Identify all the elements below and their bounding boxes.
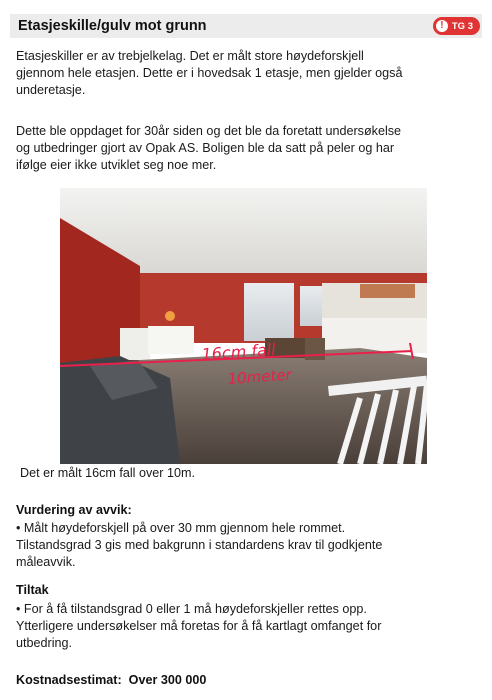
text-line: Tilstandsgrad 3 gis med bakgrunn i standardens krav til godkjente xyxy=(16,538,383,552)
text-line: ifølge eier ikke utviklet seg noe mer. xyxy=(16,158,217,172)
text-line: underetasje. xyxy=(16,83,86,97)
assessment-heading: Vurdering av avvik: xyxy=(16,503,132,517)
description-paragraph-1 xyxy=(16,48,481,99)
photo-annotation-length: 10meter xyxy=(227,365,293,388)
assessment-text xyxy=(16,520,481,571)
text-line: måleavvik. xyxy=(16,555,76,569)
text-line: Dette ble oppdaget for 30år siden og det ble da foretatt undersøkelse xyxy=(16,124,402,138)
condition-grade-badge xyxy=(433,17,480,35)
condition-grade-label: TG 3 xyxy=(451,20,473,32)
photo-caption: Det er målt 16cm fall over 10m. xyxy=(20,466,195,480)
description-paragraph-2 xyxy=(16,123,481,174)
warning-icon: ! xyxy=(436,20,448,32)
text-line: Ytterligere undersøkelser må foretas for å få kartlagt omfanget for xyxy=(16,619,382,633)
text-line: utbedring. xyxy=(16,636,73,650)
text-line: • For å få tilstandsgrad 0 eller 1 må høydeforskjeller rettes opp. xyxy=(16,602,367,616)
cost-estimate-value: Over 300 000 xyxy=(128,673,207,687)
text-line: og utbedringer gjort av Opak AS. Boligen ble da satt på peler og har xyxy=(16,141,395,155)
measures-heading: Tiltak xyxy=(16,583,49,597)
photo-annotation-fall: 16cm fall xyxy=(200,339,277,364)
text-line: • Målt høydeforskjell på over 30 mm gjennom hele rommet. xyxy=(16,521,346,535)
section-header xyxy=(10,14,482,38)
room-photo-illustration xyxy=(60,188,427,464)
cost-estimate xyxy=(16,673,206,687)
text-line: gjennom hele etasjen. Dette er i hovedsak 1 etasje, men gjelder også xyxy=(16,66,403,80)
text-line: Etasjeskiller er av trebjelkelag. Det er målt store høydeforskjell xyxy=(16,49,364,63)
measures-text xyxy=(16,601,481,652)
cost-estimate-label: Kostnadsestimat: xyxy=(16,673,122,687)
section-title: Etasjeskille/gulv mot grunn xyxy=(18,18,207,34)
room-photo xyxy=(60,188,427,464)
